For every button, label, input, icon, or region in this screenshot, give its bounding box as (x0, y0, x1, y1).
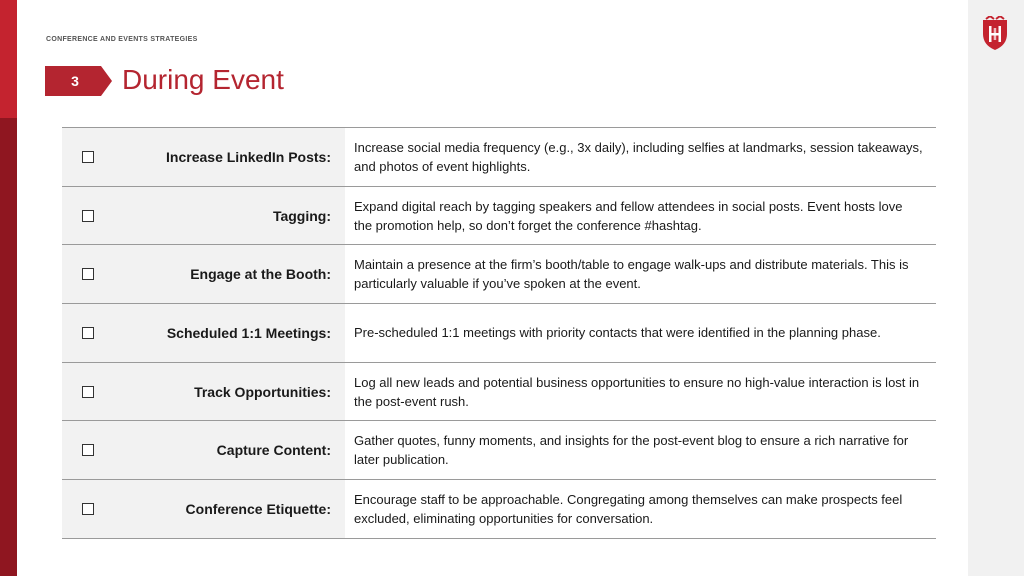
row-description: Maintain a presence at the firm’s booth/table to engage walk-ups and distribute materials. This is particularly valuable if you’ve spoken at the event. (354, 257, 909, 292)
row-label: Engage at the Booth: (190, 266, 331, 283)
row-label-cell (62, 245, 345, 303)
table-row (62, 363, 936, 422)
checkbox[interactable] (82, 210, 94, 222)
checkbox[interactable] (82, 151, 94, 163)
row-label: Capture Content: (216, 442, 331, 459)
checkbox[interactable] (82, 327, 94, 339)
row-description: Encourage staff to be approachable. Congregating among themselves can make prospects feel excluded, eliminating opportunities for conversation. (354, 491, 903, 526)
row-label: Increase LinkedIn Posts: (166, 148, 331, 165)
page-title: During Event (122, 64, 284, 95)
table-row (62, 128, 936, 187)
row-description: Gather quotes, funny moments, and insights for the post-event blog to ensure a rich narrative for later publication. (354, 433, 909, 468)
row-label-cell (62, 304, 345, 362)
checkbox[interactable] (82, 503, 94, 515)
table-row (62, 480, 936, 539)
table-row (62, 304, 936, 363)
row-label: Tagging: (272, 207, 331, 224)
row-description: Increase social media frequency (e.g., 3x daily), including selfies at landmarks, session takeaways, and photos of event highlights. (354, 139, 923, 174)
row-description: Log all new leads and potential business opportunities to ensure no high-value interaction is lost in the post-event rush. (354, 374, 920, 409)
checklist-table (62, 127, 936, 539)
left-accent-stripe-top (0, 0, 17, 118)
row-label-cell (62, 128, 345, 186)
section-number: 3 (71, 73, 79, 89)
table-row (62, 245, 936, 304)
row-description: Pre-scheduled 1:1 meetings with priority contacts that were identified in the planning phase. (354, 325, 881, 341)
left-accent-stripe-bottom (0, 118, 17, 576)
row-label: Scheduled 1:1 Meetings: (166, 324, 331, 341)
row-label-cell (62, 480, 345, 538)
shield-logo-icon (981, 16, 1009, 52)
right-logo-panel (968, 0, 1024, 576)
checkbox[interactable] (82, 386, 94, 398)
section-label: CONFERENCE AND EVENTS STRATEGIES (46, 36, 198, 43)
table-row (62, 421, 936, 480)
row-label: Track Opportunities: (194, 383, 331, 400)
row-label-cell (62, 187, 345, 245)
checkbox[interactable] (82, 444, 94, 456)
row-label-cell (62, 421, 345, 479)
table-row (62, 187, 936, 246)
checkbox[interactable] (82, 268, 94, 280)
section-number-badge (45, 66, 112, 96)
row-label-cell (62, 363, 345, 421)
row-description: Expand digital reach by tagging speakers and fellow attendees in social posts. Event hosts love the promotion help, so don’t forget the conference #hashtag. (354, 198, 903, 233)
row-label: Conference Etiquette: (185, 500, 331, 517)
